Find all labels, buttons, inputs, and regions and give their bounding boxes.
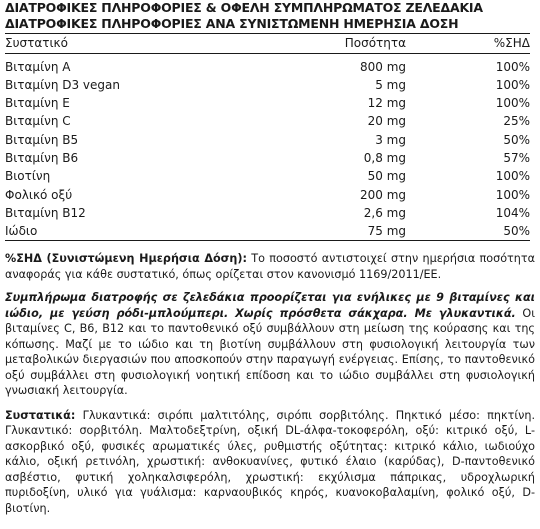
cell-ingredient: Βιταμίνη Β6	[5, 150, 79, 165]
table-row	[5, 186, 530, 204]
cell-rda: 100%	[495, 187, 530, 202]
cell-quantity: 75 mg	[367, 224, 406, 239]
cell-ingredient: Βιταμίνη Ε	[5, 96, 70, 111]
table-row	[5, 149, 530, 167]
rda-note-text: Το ποσοστό αντιστοιχεί στην ημερήσια ποσότητα αναφοράς για κάθε συστατικό, όπως ορίζεται στον κανονισμό 1169/2011/ΕΕ.	[5, 252, 535, 281]
cell-quantity: 2,6 mg	[363, 205, 406, 220]
ingredients-label: Συστατικά:	[5, 408, 76, 422]
cell-quantity: 50 mg	[367, 169, 406, 184]
table-row	[5, 222, 530, 241]
cell-quantity: 800 mg	[359, 59, 406, 74]
product-claim-bold: Συμπλήρωμα διατροφής σε ζελεδάκια προορίζεται για ενήλικες με 9 βιταμίνες και ιώδιο, με γεύση ρόδι-μπλούμπερι. Χωρίς πρόσθετα σάκχαρα. Με γλυκαντικά.	[5, 291, 535, 320]
table-row	[5, 76, 530, 94]
cell-quantity: 5 mg	[375, 77, 406, 92]
column-header-rda: %ΣΗΔ	[493, 36, 530, 50]
cell-rda: 100%	[495, 77, 530, 92]
cell-quantity: 20 mg	[367, 114, 406, 129]
cell-ingredient: Βιταμίνη Β12	[5, 205, 86, 220]
cell-quantity: 3 mg	[375, 132, 406, 147]
ingredients-text: Γλυκαντικά: σιρόπι μαλτιτόλης, σιρόπι σορβιτόλης. Πηκτικό μέσο: πηκτίνη. Γλυκαντικό: σορβιτόλη. Μαλτοδεξτρίνη, οξική DL-άλφα-τοκοφερόλη, οξύ: κιτρικό οξύ, L-ασκορβικό οξύ, φυσικές αρωματικές ύλες, ρυθμιστής οξύτητας: κιτρικό κάλιο, ιωδιούχο κάλιο, οξική ρετινόλη, χρωστική: ανθοκυανίνες, φυτικό έλαιο (καρύδας), D-παντοθενικό ασβέστιο, φυτική χοληκαλσιφερόλη, χρωστική: εκχύλισμα πάπρικας, υδροχλωρική πυριδοξίνη, υλικό για γυάλισμα: καρναουβικός κηρός, κυανοκοβαλαμίνη, φολικό οξύ, D-βιοτίνη.	[5, 408, 535, 515]
table-row	[5, 204, 530, 222]
table-row	[5, 131, 530, 149]
cell-quantity: 0,8 mg	[363, 150, 406, 165]
column-header-quantity: Ποσότητα	[344, 36, 406, 50]
cell-ingredient: Βιοτίνη	[5, 169, 51, 184]
table-row	[5, 58, 530, 76]
product-claim-body: Οι βιταμίνες C, B6, B12 και το παντοθενικό οξύ συμβάλλουν στη μείωση της κούρασης και της κόπωσης. Μαζί με το ιώδιο και τη βιοτίνη συμβάλλουν στη φυσιολογική λειτουργία των μεταβολικών διεργασιών που αποσκοπούν στην παραγωγή ενέργειας. Επίσης, το παντοθενικό οξύ συμβάλλει στη φυσιολογική νοητική επίδοση και το ιώδιο συμβάλλει στη φυσιολογική γνωσιακή λειτουργία.	[5, 306, 535, 398]
cell-ingredient: Βιταμίνη Α	[5, 59, 71, 74]
cell-rda: 25%	[503, 114, 530, 129]
ingredients-paragraph	[5, 408, 535, 517]
cell-rda: 57%	[503, 150, 530, 165]
cell-ingredient: Φολικό οξύ	[5, 187, 73, 202]
cell-ingredient: Βιταμίνη D3 vegan	[5, 77, 120, 92]
table-row	[5, 112, 530, 130]
cell-ingredient: Βιταμίνη C	[5, 114, 71, 129]
heading-main: ΔΙΑΤΡΟΦΙΚΕΣ ΠΛΗΡΟΦΟΡΙΕΣ & ΟΦΕΛΗ ΣΥΜΠΛΗΡΩΜΑΤΟΣ ΖΕΛΕΔΑΚΙΑ	[5, 0, 483, 15]
table-row	[5, 94, 530, 112]
cell-rda: 100%	[495, 169, 530, 184]
table-header-row	[5, 34, 530, 54]
cell-rda: 50%	[503, 132, 530, 147]
rda-note-label: %ΣΗΔ (Συνιστώμενη Ημερήσια Δόση):	[5, 252, 247, 266]
cell-rda: 100%	[495, 59, 530, 74]
cell-rda: 100%	[495, 96, 530, 111]
cell-ingredient: Ιώδιο	[5, 224, 38, 239]
cell-rda: 104%	[495, 205, 530, 220]
rda-note	[5, 251, 535, 282]
heading-per-dose: ΔΙΑΤΡΟΦΙΚΕΣ ΠΛΗΡΟΦΟΡΙΕΣ ΑΝΑ ΣΥΝΙΣΤΩΜΕΝΗ ΗΜΕΡΗΣΙΑ ΔΟΣΗ	[5, 16, 459, 31]
cell-rda: 50%	[503, 224, 530, 239]
product-claim	[5, 290, 535, 399]
cell-quantity: 12 mg	[367, 96, 406, 111]
nutrition-table	[5, 33, 530, 241]
table-row	[5, 167, 530, 185]
column-header-ingredient: Συστατικό	[5, 36, 68, 50]
cell-ingredient: Βιταμίνη Β5	[5, 132, 79, 147]
cell-quantity: 200 mg	[359, 187, 406, 202]
